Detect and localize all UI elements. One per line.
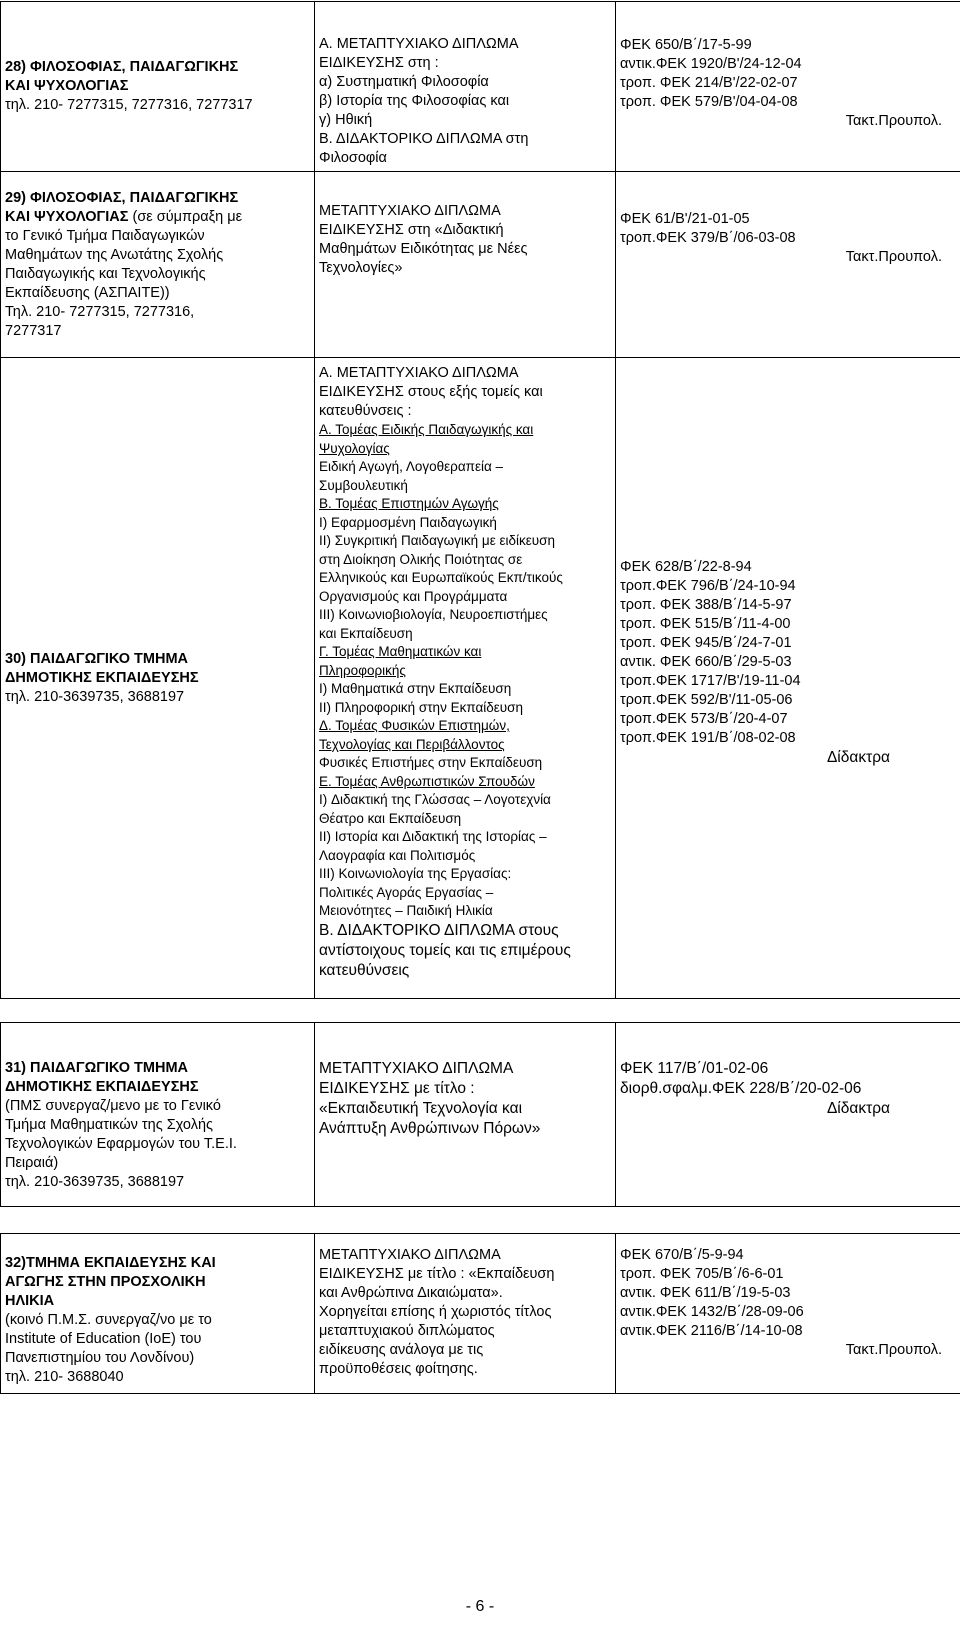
program-line: ΕΙΔΙΚΕΥΣΗΣ στη «Διδακτική xyxy=(319,222,504,238)
program-line: α) Συστηματική Φιλοσοφία xyxy=(319,74,489,90)
program-line: Τεχνολογίες» xyxy=(319,260,403,276)
table-row xyxy=(1,1234,960,1394)
department-note: Institute of Education (IoE) του xyxy=(5,1331,202,1347)
department-note: (ΠΜΣ συνεργαζ/μενο με το Γενικό xyxy=(5,1098,221,1114)
program-line: ΜΕΤΑΠΤΥΧΙΑΚΟ ΔΙΠΛΩΜΑ xyxy=(319,203,501,219)
program-line: ΕΙΔΙΚΕΥΣΗΣ με τίτλο : «Εκπαίδευση xyxy=(319,1266,555,1282)
program-line: ειδίκευσης ανάλογα με τις xyxy=(319,1342,484,1358)
sector-heading: Τεχνολογίας και Περιβάλλοντος xyxy=(319,736,505,752)
fek-line: τροπ. ΦΕΚ 705/Β΄/6-6-01 xyxy=(620,1266,784,1282)
program-line: II) Ιστορία και Διδακτική της Ιστορίας – xyxy=(319,829,547,844)
program-line: Α. ΜΕΤΑΠΤΥΧΙΑΚΟ ΔΙΠΛΩΜΑ xyxy=(319,36,519,52)
fek-cell xyxy=(616,358,960,999)
department-cell xyxy=(1,1023,315,1207)
department-phone: Τηλ. 210- 7277315, 7277316, xyxy=(5,303,195,320)
fek-line: ΦΕΚ 650/Β΄/17-5-99 xyxy=(620,37,752,53)
program-line: και Εκπαίδευση xyxy=(319,625,413,641)
fek-line: αντικ.ΦΕΚ 2116/Β΄/14-10-08 xyxy=(620,1323,803,1339)
sector-heading: Ε. Τομέας Ανθρωπιστικών Σπουδών xyxy=(319,773,535,789)
funding-label: Δίδακτρα xyxy=(826,1100,890,1117)
fek-cell xyxy=(616,172,960,358)
fek-cell xyxy=(616,1023,960,1207)
department-name: 30) ΠΑΙΔΑΓΩΓΙΚΟ ΤΜΗΜΑ xyxy=(5,650,189,667)
fek-line: τροπ. ΦΕΚ 388/Β΄/14-5-97 xyxy=(620,597,792,613)
department-name: ΗΛΙΚΙΑ xyxy=(5,1293,55,1309)
program-line: Ανάπτυξη Ανθρώπινων Πόρων» xyxy=(319,1120,541,1137)
fek-cell xyxy=(616,1234,960,1394)
sector-heading: Ψυχολογίας xyxy=(319,440,390,456)
program-line: ΜΕΤΑΠΤΥΧΙΑΚΟ ΔΙΠΛΩΜΑ xyxy=(319,1247,501,1263)
program-line: III) Κοινωνιοβιολογία, Νευροεπιστήμες xyxy=(319,607,548,622)
program-line: Φιλοσοφία xyxy=(319,150,387,166)
department-cell xyxy=(1,2,315,172)
department-phone: τηλ. 210- 7277315, 7277316, 7277317 xyxy=(5,97,253,113)
program-line: I) Διδακτική της Γλώσσας – Λογοτεχνία xyxy=(319,792,551,807)
program-line: μεταπτυχιακού διπλώματος xyxy=(319,1323,495,1339)
program-line: αντίστοιχους τομείς και τις επιμέρους xyxy=(319,941,571,959)
program-line: Β. ΔΙΔΑΚΤΟΡΙΚΟ ΔΙΠΛΩΜΑ στους xyxy=(319,921,559,939)
fek-line: ΦΕΚ 61/Β'/21-01-05 xyxy=(620,211,750,227)
table-row xyxy=(1,172,960,358)
fek-line: ΦΕΚ 117/Β΄/01-02-06 xyxy=(620,1060,769,1077)
program-line: προϋποθέσεις φοίτησης. xyxy=(319,1361,478,1377)
department-phone: τηλ. 210-3639735, 3688197 xyxy=(5,1174,185,1190)
programs-table-lower xyxy=(0,1233,960,1394)
program-cell xyxy=(315,2,616,172)
fek-line: αντικ.ΦΕΚ 1432/Β΄/28-09-06 xyxy=(620,1304,804,1320)
program-line: κατευθύνσεις : xyxy=(319,403,412,419)
fek-line: τροπ.ΦΕΚ 796/Β΄/24-10-94 xyxy=(620,578,796,594)
programs-table-upper xyxy=(0,1,960,999)
fek-line: διορθ.σφαλμ.ΦΕΚ 228/Β΄/20-02-06 xyxy=(620,1080,862,1097)
sector-heading: Β. Τομέας Επιστημών Αγωγής xyxy=(319,496,499,511)
department-cell xyxy=(1,172,315,358)
department-name: 28) ΦΙΛΟΣΟΦΙΑΣ, ΠΑΙΔΑΓΩΓΙΚΗΣ xyxy=(5,59,239,75)
funding-label: Τακτ.Προυπολ. xyxy=(845,113,942,129)
department-note: Πειραιά) xyxy=(5,1155,59,1171)
program-line: και Ανθρώπινα Δικαιώματα». xyxy=(319,1285,503,1301)
table-row xyxy=(1,2,960,172)
department-note: Παιδαγωγικής και Τεχνολογικής xyxy=(5,265,206,282)
department-note: Μαθημάτων της Ανωτάτης Σχολής xyxy=(5,246,224,263)
program-cell xyxy=(315,172,616,358)
program-line: Ειδική Αγωγή, Λογοθεραπεία – xyxy=(319,459,504,474)
program-cell xyxy=(315,358,616,999)
fek-line: αντικ. ΦΕΚ 611/Β΄/19-5-03 xyxy=(620,1285,791,1301)
department-note: το Γενικό Τμήμα Παιδαγωγικών xyxy=(5,227,205,244)
program-line: I) Εφαρμοσμένη Παιδαγωγική xyxy=(319,514,497,530)
sector-heading: Πληροφορικής xyxy=(319,662,406,678)
fek-line: τροπ.ΦΕΚ 592/Β'/11-05-06 xyxy=(620,692,793,708)
program-line: κατευθύνσεις xyxy=(319,961,410,979)
department-phone: τηλ. 210- 3688040 xyxy=(5,1369,124,1385)
fek-cell xyxy=(616,2,960,172)
program-line: Α. ΜΕΤΑΠΤΥΧΙΑΚΟ ΔΙΠΛΩΜΑ xyxy=(319,365,519,381)
program-line: ΕΙΔΙΚΕΥΣΗΣ με τίτλο : xyxy=(319,1080,475,1097)
department-name: 29) ΦΙΛΟΣΟΦΙΑΣ, ΠΑΙΔΑΓΩΓΙΚΗΣ xyxy=(5,189,239,206)
program-line: γ) Ηθική xyxy=(319,112,373,128)
program-line: Λαογραφία και Πολιτισμός xyxy=(319,847,476,863)
program-line: Συμβουλευτική xyxy=(319,477,408,493)
program-line: II) Πληροφορική στην Εκπαίδευση xyxy=(319,699,524,715)
funding-label: Τακτ.Προυπολ. xyxy=(845,1342,942,1358)
department-phone: 7277317 xyxy=(5,322,62,339)
department-name: ΚΑΙ ΨΥΧΟΛΟΓΙΑΣ xyxy=(5,78,129,94)
fek-line: τροπ. ΦΕΚ 515/Β΄/11-4-00 xyxy=(620,616,791,632)
program-line: I) Μαθηματικά στην Εκπαίδευση xyxy=(319,681,512,696)
program-line: ΜΕΤΑΠΤΥΧΙΑΚΟ ΔΙΠΛΩΜΑ xyxy=(319,1060,514,1077)
sector-heading: Α. Τομέας Ειδικής Παιδαγωγικής και xyxy=(319,422,534,437)
program-line: ΕΙΔΙΚΕΥΣΗΣ στη : xyxy=(319,55,439,71)
fek-line: τροπ. ΦΕΚ 214/Β'/22-02-07 xyxy=(620,75,798,91)
department-name: ΑΓΩΓΗΣ ΣΤΗΝ ΠΡΟΣΧΟΛΙΚΗ xyxy=(5,1274,206,1290)
program-line: Φυσικές Επιστήμες στην Εκπαίδευση xyxy=(319,755,543,770)
department-note: Τεχνολογικών Εφαρμογών του Τ.Ε.Ι. xyxy=(5,1136,237,1152)
fek-line: ΦΕΚ 670/Β΄/5-9-94 xyxy=(620,1247,744,1263)
department-note: Εκπαίδευσης (ΑΣΠΑΙΤΕ)) xyxy=(5,284,170,301)
page-number: - 6 - xyxy=(465,1598,495,1615)
department-cell xyxy=(1,1234,315,1394)
department-note: (σε σύμπραξη με xyxy=(132,208,243,225)
department-name: 32)ΤΜΗΜΑ ΕΚΠΑΙΔΕΥΣΗΣ ΚΑΙ xyxy=(5,1255,216,1271)
program-line: ΕΙΔΙΚΕΥΣΗΣ στους εξής τομείς και xyxy=(319,384,543,400)
program-line: Β. ΔΙΔΑΚΤΟΡΙΚΟ ΔΙΠΛΩΜΑ στη xyxy=(319,131,529,147)
fek-line: τροπ.ΦΕΚ 1717/Β'/19-11-04 xyxy=(620,673,801,689)
department-name: 31) ΠΑΙΔΑΓΩΓΙΚΟ ΤΜΗΜΑ xyxy=(5,1060,189,1076)
program-line: Πολιτικές Αγοράς Εργασίας – xyxy=(319,884,494,900)
program-line: Χορηγείται επίσης ή χωριστός τίτλος xyxy=(319,1304,552,1320)
programs-table-middle xyxy=(0,1022,960,1207)
program-line: «Εκπαιδευτική Τεχνολογία και xyxy=(319,1100,523,1117)
department-name: ΔΗΜΟΤΙΚΗΣ ΕΚΠΑΙΔΕΥΣΗΣ xyxy=(5,1079,199,1095)
department-name: ΚΑΙ ΨΥΧΟΛΟΓΙΑΣ xyxy=(5,208,129,225)
funding-label: Δίδακτρα xyxy=(826,749,890,766)
funding-label: Τακτ.Προυπολ. xyxy=(845,249,942,265)
sector-heading: Δ. Τομέας Φυσικών Επιστημών, xyxy=(319,718,510,733)
program-line: Θέατρο και Εκπαίδευση xyxy=(319,810,462,826)
fek-line: τροπ.ΦΕΚ 191/Β΄/08-02-08 xyxy=(620,730,796,746)
program-cell xyxy=(315,1023,616,1207)
fek-line: τροπ. ΦΕΚ 945/Β΄/24-7-01 xyxy=(620,635,792,651)
fek-line: τροπ.ΦΕΚ 573/Β΄/20-4-07 xyxy=(620,711,788,727)
table-row xyxy=(1,358,960,999)
department-note: Πανεπιστημίου του Λονδίνου) xyxy=(5,1350,195,1366)
fek-line: αντικ.ΦΕΚ 1920/Β'/24-12-04 xyxy=(620,56,802,72)
fek-line: τροπ. ΦΕΚ 579/Β'/04-04-08 xyxy=(620,94,798,110)
department-note: Τμήμα Μαθηματικών της Σχολής xyxy=(5,1117,214,1133)
fek-line: ΦΕΚ 628/Β΄/22-8-94 xyxy=(620,559,752,575)
fek-line: τροπ.ΦΕΚ 379/Β΄/06-03-08 xyxy=(620,230,796,246)
program-line: Μαθημάτων Ειδικότητας με Νέες xyxy=(319,241,528,257)
fek-line: αντικ. ΦΕΚ 660/Β΄/29-5-03 xyxy=(620,654,792,670)
program-cell xyxy=(315,1234,616,1394)
table-row xyxy=(1,1023,960,1207)
department-phone: τηλ. 210-3639735, 3688197 xyxy=(5,688,185,705)
program-line: Μειονότητες – Παιδική Ηλικία xyxy=(319,903,493,918)
program-line: β) Ιστορία της Φιλοσοφίας και xyxy=(319,93,510,109)
program-line: στη Διοίκηση Ολικής Ποιότητας σε xyxy=(319,551,523,567)
department-cell xyxy=(1,358,315,999)
sector-heading: Γ. Τομέας Μαθηματικών και xyxy=(319,644,482,659)
program-line: Ελληνικούς και Ευρωπαϊκούς Εκπ/τικούς xyxy=(319,570,563,585)
program-line: III) Κοινωνιολογία της Εργασίας: xyxy=(319,866,512,881)
department-note: (κοινό Π.Μ.Σ. συνεργαζ/νο με το xyxy=(5,1312,212,1328)
program-line: Οργανισμούς και Προγράμματα xyxy=(319,588,508,604)
department-name: ΔΗΜΟΤΙΚΗΣ ΕΚΠΑΙΔΕΥΣΗΣ xyxy=(5,669,199,686)
program-line: II) Συγκριτική Παιδαγωγική με ειδίκευση xyxy=(319,533,555,548)
